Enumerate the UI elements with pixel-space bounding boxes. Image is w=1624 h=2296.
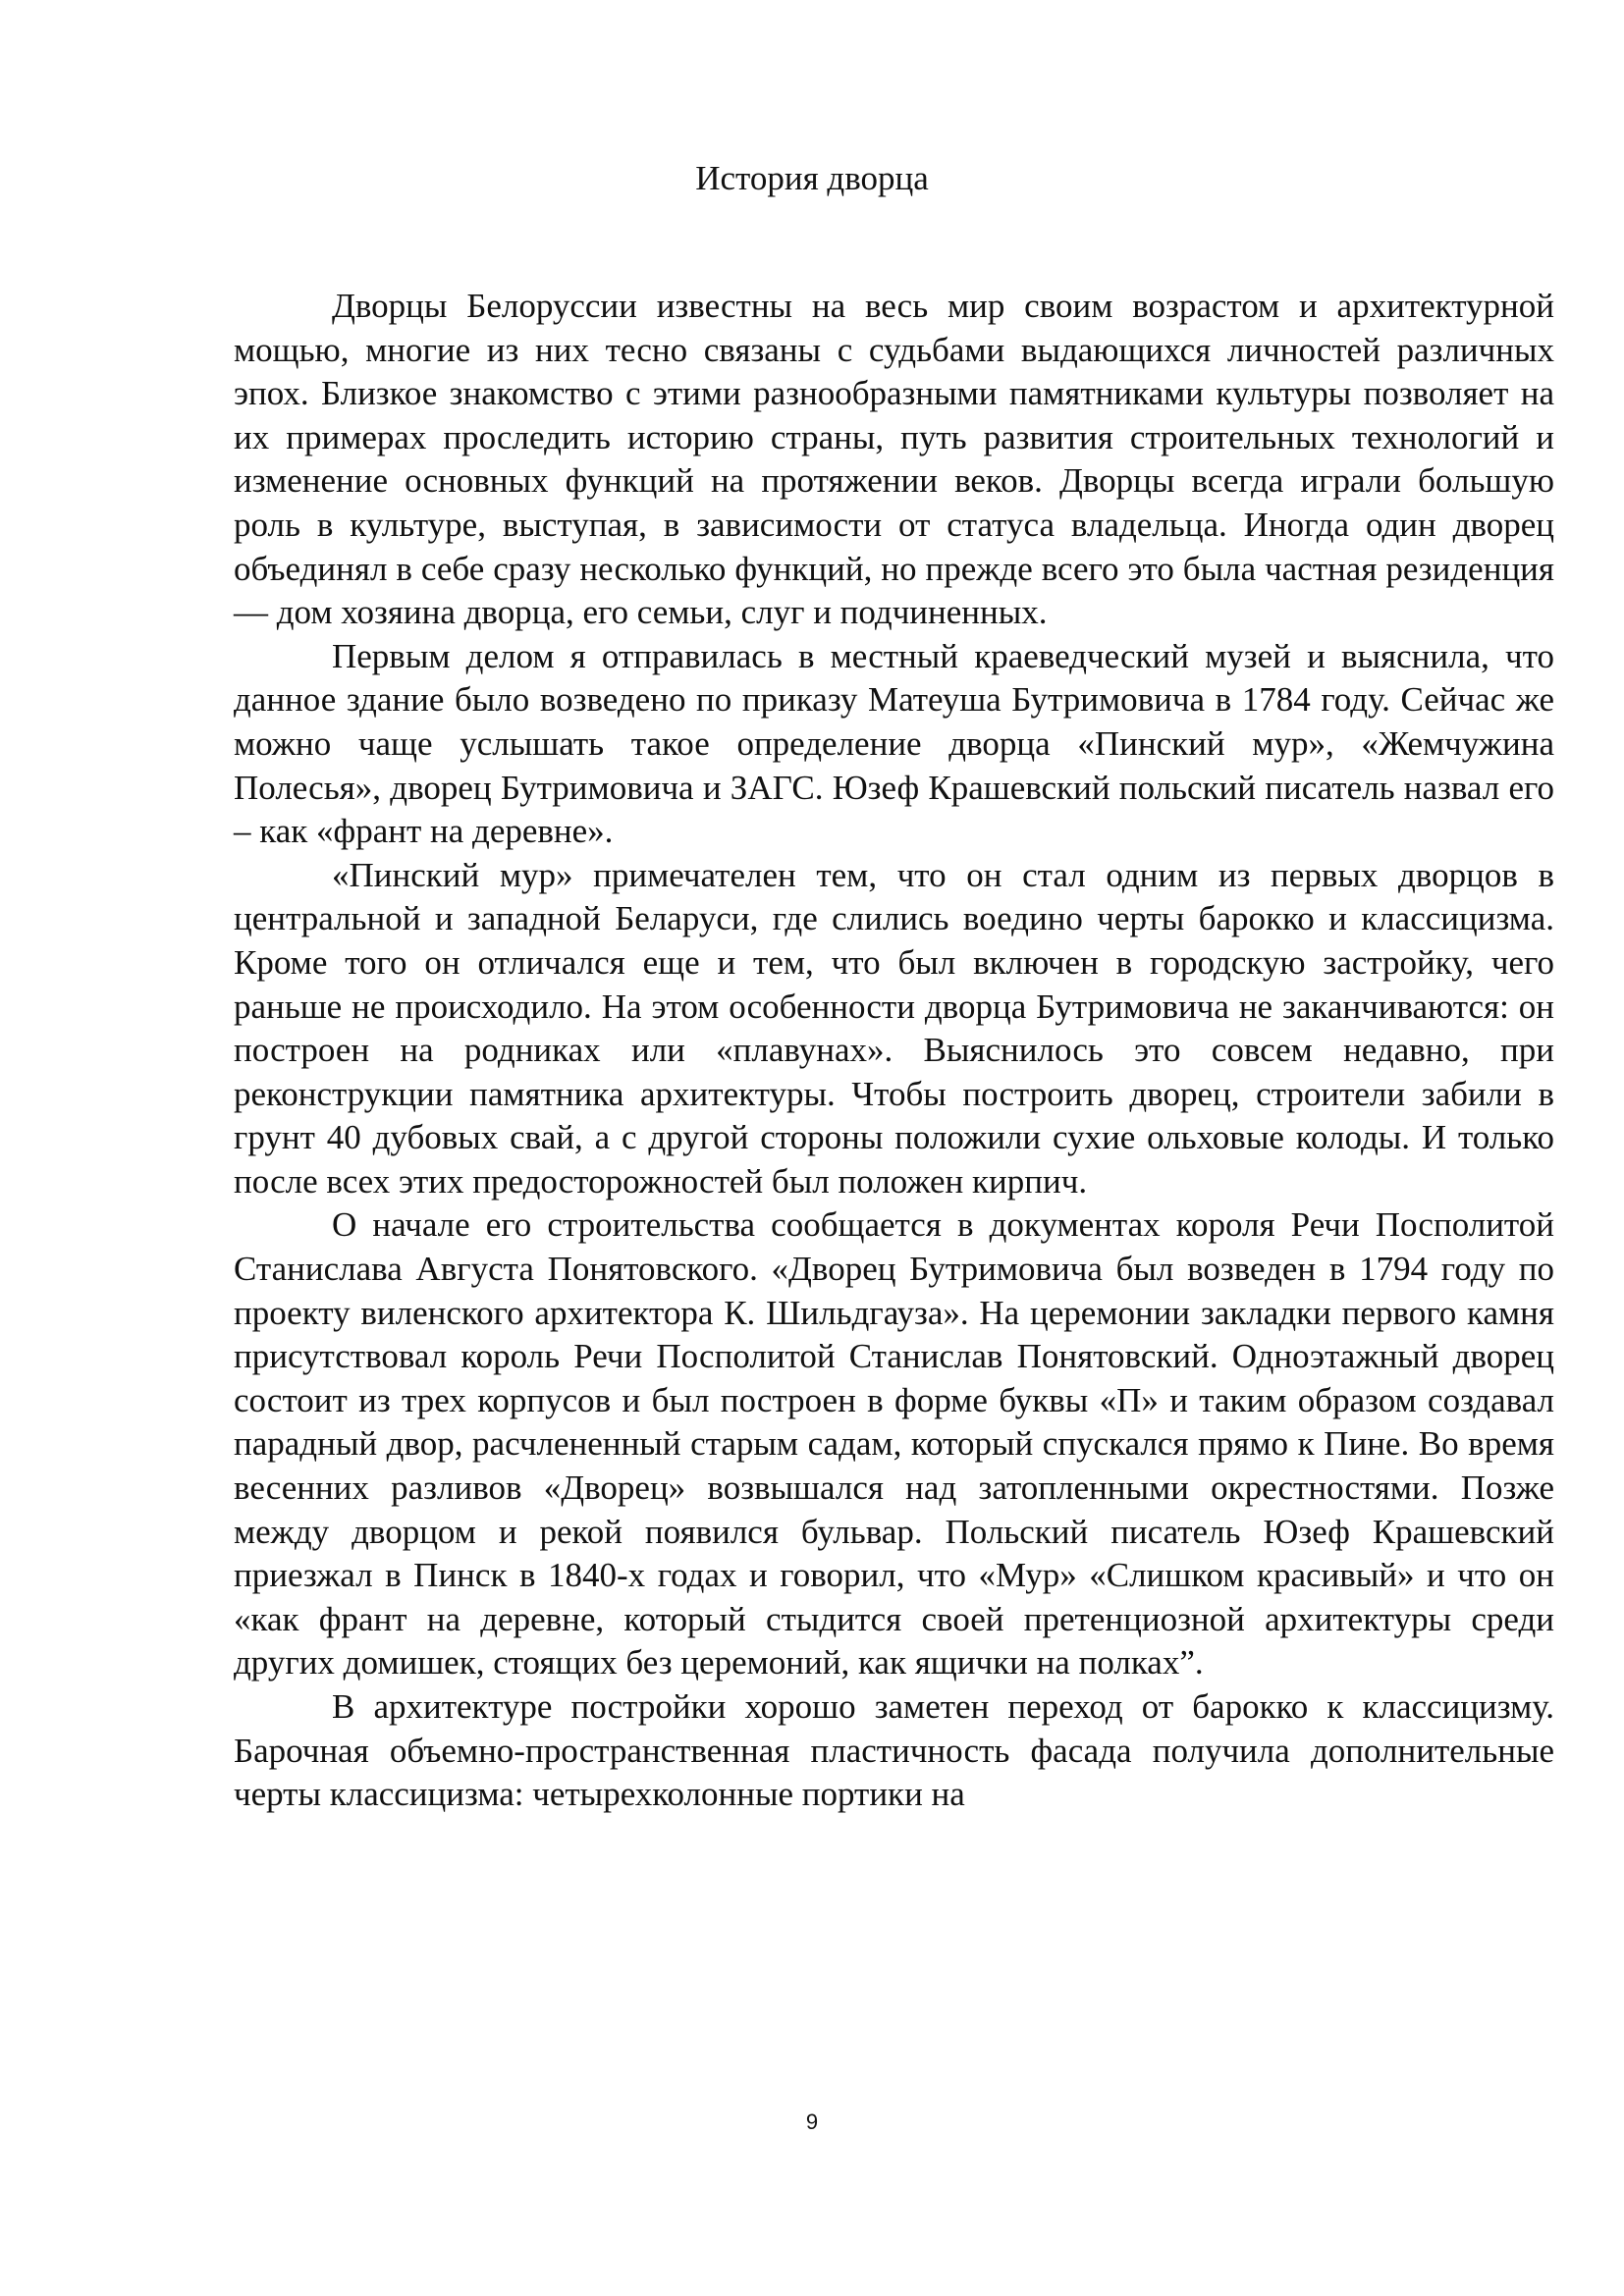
body-text xyxy=(234,285,1554,1817)
page-title: История дворца xyxy=(695,159,929,197)
page-number: 9 xyxy=(805,2109,819,2134)
paragraph-5: В архитектуре постройки хорошо заметен переход от барокко к классицизму. Барочная объемно-пространственная пластичность фасада получила дополнительные черты классицизма: четырехколонные портики на xyxy=(234,1687,1554,1814)
paragraph-3: «Пинский мур» примечателен тем, что он стал одним из первых дворцов в центральной и западной Беларуси, где слились воедино черты барокко и классицизма. Кроме того он отличался еще и тем, что был включен в городскую застройку, чего раньше не происходило. На этом особенности дворца Бутримовича не заканчиваются: он построен на родниках или «плавунах». Выяснилось это совсем недавно, при реконструкции памятника архитектуры. Чтобы построить дворец, строители забили в грунт 40 дубовых свай, а с другой стороны положили сухие ольховые колоды. И только после всех этих предосторожностей был положен кирпич. xyxy=(234,855,1554,1201)
paragraph-1: Дворцы Белоруссии известны на весь мир своим возрастом и архитектурной мощью, многие из них тесно связаны с судьбами выдающихся личностей различных эпох. Близкое знакомство с этими разнообразными памятниками культуры позволяет на их примерах проследить историю страны, путь развития строительных технологий и изменение основных функций на протяжении веков. Дворцы всегда играли большую роль в культуре, выступая, в зависимости от статуса владельца. Иногда один дворец объединял в себе сразу несколько функций, но прежде всего это была частная резиденция — дом хозяина дворца, его семьи, слуг и подчиненных. xyxy=(234,287,1554,632)
paragraph-4: О начале его строительства сообщается в документах короля Речи Посполитой Станислава Августа Понятовского. «Дворец Бутримовича был возведен в 1794 году по проекту виленского архитектора К. Шильдгауза». На церемонии закладки первого камня присутствовал король Речи Посполитой Станислав Понятовский. Одноэтажный дворец состоит из трех корпусов и был построен в форме буквы «П» и таким образом создавал парадный двор, расчлененный старым садам, который спускался прямо к Пине. Во время весенних разливов «Дворец» возвышался над затопленными окрестностями. Позже между дворцом и рекой появился бульвар. Польский писатель Юзеф Крашевский приезжал в Пинск в 1840-х годах и говорил, что «Мур» «Слишком красивый» и что он «как франт на деревне, который стыдится своей претенциозной архитектуры среди других домишек, стоящих без церемоний, как ящички на полках”. xyxy=(234,1205,1554,1682)
paragraph-2: Первым делом я отправилась в местный краеведческий музей и выяснила, что данное здание было возведено по приказу Матеуша Бутримовича в 1784 году. Сейчас же можно чаще услышать такое определение дворца «Пинский мур», «Жемчужина Полесья», дворец Бутримовича и ЗАГС. Юзеф Крашевский польский писатель назвал его – как «франт на деревне». xyxy=(234,636,1554,851)
